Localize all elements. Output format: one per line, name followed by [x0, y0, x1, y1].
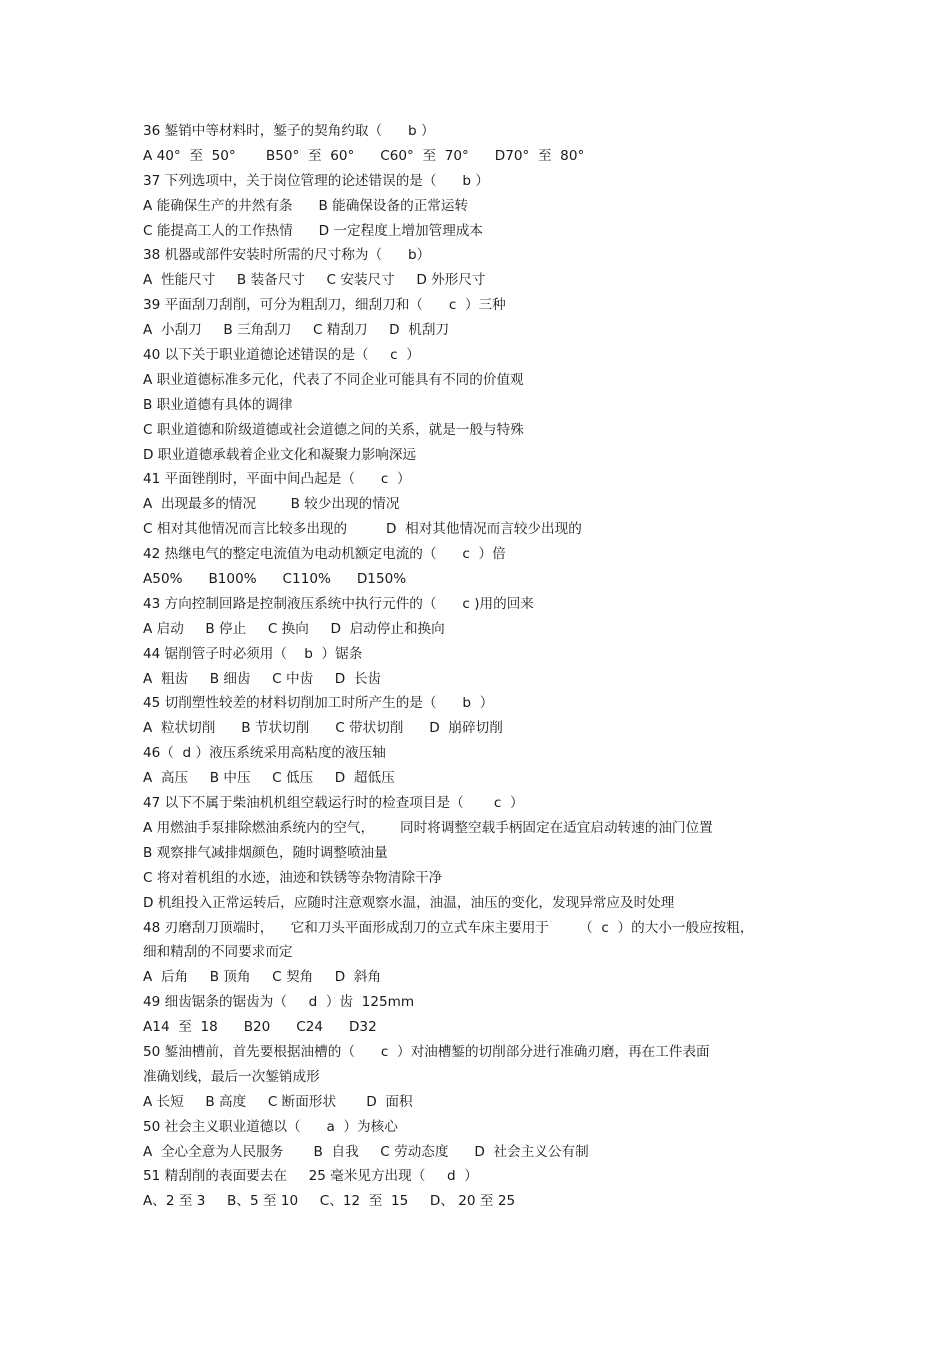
- options-36: A 40° 至 50° B50° 至 60° C60° 至 70° D70° 至 80°: [143, 147, 585, 164]
- options-41-c-d: C 相对其他情况而言比较多出现的 D 相对其他情况而言较少出现的: [143, 521, 582, 538]
- question-47: 47 以下不属于柴油机机组空载运行时的检查项目是（ c ）: [143, 795, 524, 812]
- question-36: 36 錾销中等材料时，錾子的契角约取（ b ）: [143, 123, 435, 139]
- question-46: 46（ d ）液压系统采用高粘度的液压轴: [143, 745, 386, 762]
- question-39: 39 平面刮刀刮削，可分为粗刮刀，细刮刀和（ c ）三种: [143, 297, 506, 314]
- document-page: [143, 119, 823, 1214]
- options-48: A 后角 B 顶角 C 契角 D 斜角: [143, 969, 382, 986]
- question-50-line-2: 准确划线，最后一次錾销成形: [143, 1068, 320, 1085]
- option-40-d: D 职业道德承载着企业文化和凝聚力影响深远: [143, 446, 417, 463]
- options-51: A、2 至 3 B、5 至 10 C、12 至 15 D、 20 至 25: [143, 1193, 516, 1210]
- question-44: 44 锯削管子时必须用（ b ）锯条: [143, 645, 363, 662]
- question-50-line-1: 50 錾油槽前，首先要根据油槽的（ c ）对油槽錾的切削部分进行准确刃磨，再在工件表面: [143, 1043, 710, 1060]
- options-44: A 粗齿 B 细齿 C 中齿 D 长齿: [143, 670, 382, 687]
- question-42: 42 热继电气的整定电流值为电动机额定电流的（ c ）倍: [143, 546, 506, 563]
- option-40-a: A 职业道德标准多元化，代表了不同企业可能具有不同的价值观: [143, 371, 524, 388]
- options-50b: A 全心全意为人民服务 B 自我 C 劳动态度 D 社会主义公有制: [143, 1143, 589, 1160]
- options-38: A 性能尺寸 B 装备尺寸 C 安装尺寸 D 外形尺寸: [143, 272, 486, 289]
- question-49: 49 细齿锯条的锯齿为（ d ）齿 125mm: [143, 994, 415, 1011]
- question-38: 38 机器或部件安装时所需的尺寸称为（ b）: [143, 247, 431, 264]
- option-47-c: C 将对着机组的水迹，油迹和铁锈等杂物清除干净: [143, 869, 443, 886]
- option-47-d: D 机组投入正常运转后，应随时注意观察水温，油温，油压的变化，发现异常应及时处理: [143, 894, 675, 911]
- option-40-b: B 职业道德有具体的调律: [143, 396, 293, 413]
- options-39: A 小刮刀 B 三角刮刀 C 精刮刀 D 机刮刀: [143, 322, 450, 339]
- options-41-a-b: A 出现最多的情况 B 较少出现的情况: [143, 496, 400, 513]
- options-46: A 高压 B 中压 C 低压 D 超低压: [143, 770, 395, 787]
- options-49: A14 至 18 B20 C24 D32: [143, 1019, 377, 1036]
- question-41: 41 平面锉削时，平面中间凸起是（ c ）: [143, 471, 411, 488]
- question-48-line-2: 细和精刮的不同要求而定: [143, 944, 293, 961]
- question-50b: 50 社会主义职业道德以（ a ）为核心: [143, 1118, 398, 1135]
- question-51: 51 精刮削的表面要去在 25 毫米见方出现（ d ）: [143, 1168, 478, 1185]
- options-43: A 启动 B 停止 C 换向 D 启动停止和换向: [143, 620, 445, 637]
- option-47-b: B 观察排气减排烟颜色，随时调整喷油量: [143, 844, 388, 861]
- option-40-c: C 职业道德和阶级道德或社会道德之间的关系，就是一般与特殊: [143, 421, 524, 438]
- options-45: A 粒状切削 B 节状切削 C 带状切削 D 崩碎切削: [143, 720, 503, 737]
- question-43: 43 方向控制回路是控制液压系统中执行元件的（ c )用的回来: [143, 595, 534, 612]
- option-47-a: A 用燃油手泵排除燃油系统内的空气， 同时将调整空载手柄固定在适宜启动转速的油门位置: [143, 819, 713, 836]
- options-42: A50% B100% C110% D150%: [143, 571, 407, 588]
- options-37-a-b: A 能确保生产的井然有条 B 能确保设备的正常运转: [143, 197, 469, 214]
- options-37-c-d: C 能提高工人的工作热情 D 一定程度上增加管理成本: [143, 222, 483, 239]
- question-48-line-1: 48 刃磨刮刀顶端时， 它和刀头平面形成刮刀的立式车床主要用于 （ c ）的大小一般应按粗，: [143, 919, 754, 936]
- question-40: 40 以下关于职业道德论述错误的是（ c ）: [143, 347, 420, 364]
- question-37: 37 下列选项中，关于岗位管理的论述错误的是（ b ）: [143, 172, 489, 189]
- options-50: A 长短 B 高度 C 断面形状 D 面积: [143, 1093, 413, 1110]
- question-45: 45 切削塑性较差的材料切削加工时所产生的是（ b ）: [143, 695, 494, 712]
